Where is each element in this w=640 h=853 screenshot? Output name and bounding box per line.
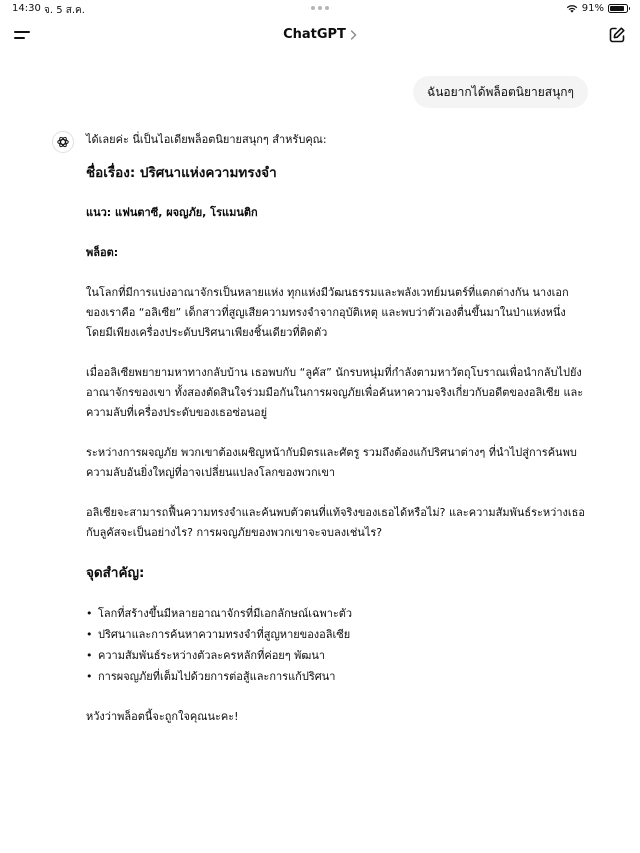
- plot-paragraph: เมื่ออลิเซียพยายามหาทางกลับบ้าน เธอพบกับ “ลูคัส” นักรบหนุ่มที่กำลังตามหาวัตถุโบราณเพื่อนำกลับไปยังอาณาจักรของเขา ทั้งสองตัดสินใจร่วมมือกันในการผจญภัยเพื่อค้นหาความจริงเกี่ยวกับอดีตของอลิเซีย และความลับที่เครื่องประดับของเธอซ่อนอยู่: [86, 366, 584, 419]
- user-message-text: ฉันอยากได้พล็อตนิยายสนุกๆ: [427, 85, 574, 99]
- key-points-list: [86, 603, 586, 687]
- status-bar: [0, 0, 640, 18]
- story-genre: แนว: แฟนตาซี, ผจญภัย, โรแมนติก: [86, 206, 258, 219]
- sidebar-menu-button[interactable]: [14, 28, 32, 42]
- model-selector[interactable]: [283, 27, 357, 42]
- key-point-item: • ปริศนาและการค้นหาความทรงจำที่สูญหายของอลิเซีย: [86, 624, 586, 645]
- battery-percent: 91%: [581, 3, 604, 14]
- key-point-item: • โลกที่สร้างขึ้นมีหลายอาณาจักรที่มีเอกลักษณ์เฉพาะตัว: [86, 603, 586, 624]
- user-message-bubble: [413, 76, 588, 108]
- plot-paragraph: ในโลกที่มีการแบ่งอาณาจักรเป็นหลายแห่ง ทุกแห่งมีวัฒนธรรมและพลังเวทย์มนตร์ที่แตกต่างกัน นางเอกของเราคือ “อลิเซีย” เด็กสาวที่สูญเสียความทรงจำจากอุบัติเหตุ และพบว่าตัวเองตื่นขึ้นมาในป่าแห่งหนึ่ง โดยมีเพียงเครื่องประดับปริศนาเพียงชิ้นเดียวที่ติดตัว: [86, 286, 569, 339]
- assistant-closing: หวังว่าพล็อตนี้จะถูกใจคุณนะคะ!: [86, 710, 239, 723]
- battery-fill: [610, 6, 624, 11]
- openai-logo-icon: [56, 135, 70, 149]
- status-date: จ. 5 ส.ค.: [44, 5, 85, 16]
- wifi-icon: [566, 4, 578, 13]
- assistant-message: [86, 130, 586, 727]
- new-chat-icon[interactable]: [608, 26, 626, 44]
- battery-icon: [608, 4, 628, 13]
- chevron-right-icon: [350, 30, 357, 40]
- assistant-intro: ได้เลยค่ะ นี่เป็นไอเดียพล็อตนิยายสนุกๆ สำหรับคุณ:: [86, 133, 327, 146]
- status-right: [566, 3, 628, 14]
- status-time: 14:30: [12, 3, 41, 14]
- key-point-item: • ความสัมพันธ์ระหว่างตัวละครหลักที่ค่อยๆ พัฒนา: [86, 645, 586, 666]
- nav-title: ChatGPT: [283, 27, 346, 42]
- multitasking-dots-icon[interactable]: [311, 6, 329, 10]
- plot-paragraph: ระหว่างการผจญภัย พวกเขาต้องเผชิญหน้ากับมิตรและศัตรู รวมถึงต้องแก้ปริศนาต่างๆ ที่นำไปสู่การค้นพบความลับอันยิ่งใหญ่ที่อาจเปลี่ยนแปลงโลกของพวกเขา: [86, 446, 577, 479]
- key-point-item: • การผจญภัยที่เต็มไปด้วยการต่อสู้และการแก้ปริศนา: [86, 666, 586, 687]
- plot-heading: พล็อต:: [86, 246, 119, 259]
- assistant-avatar: [52, 131, 74, 153]
- story-title: ชื่อเรื่อง: ปริศนาแห่งความทรงจำ: [86, 165, 277, 181]
- nav-bar: [0, 18, 640, 54]
- plot-paragraph: อลิเซียจะสามารถฟื้นความทรงจำและค้นพบตัวตนที่แท้จริงของเธอได้หรือไม่? และความสัมพันธ์ระหว่างเธอกับลูคัสจะเป็นอย่างไร? การผจญภัยของพวกเขาจะจบลงเช่นไร?: [86, 506, 585, 539]
- key-points-heading: จุดสำคัญ:: [86, 565, 145, 581]
